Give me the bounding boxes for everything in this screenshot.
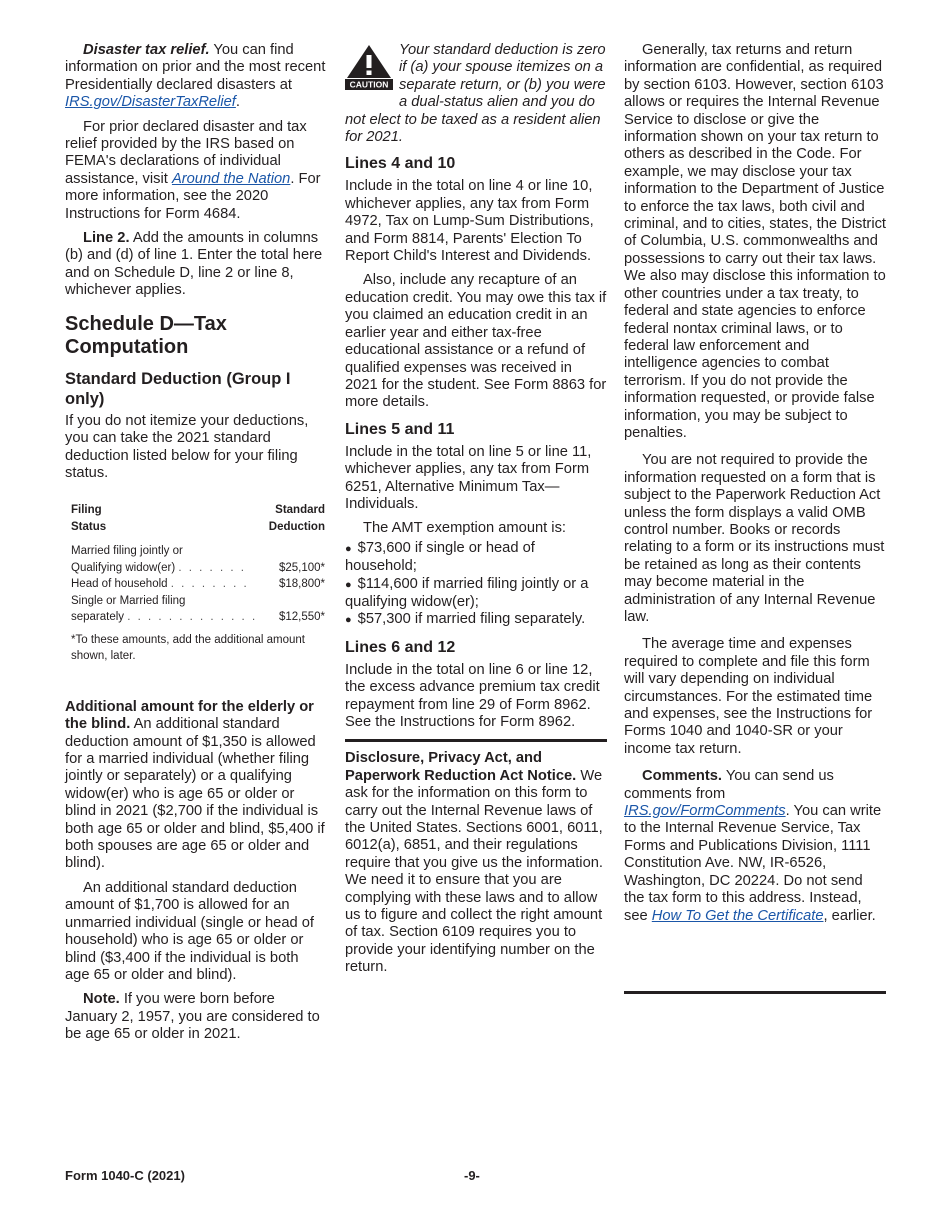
column-middle: [345, 42, 607, 984]
line2-title: Line 2.: [83, 230, 130, 247]
table-footnote: *To these amounts, add the additional amount shown, later.: [71, 633, 305, 663]
confidentiality-paragraph: Generally, tax returns and return information are confidential, as required by section 6103. However, section 6103 allows or requires the Internal Revenue Service to disclose or give the information shown on your tax return to others as described in the Code. For example, we may disclose your tax information to the Department of Justice to enforce the tax laws, both civil and criminal, and to cities, states, the District of Columbia, U.S. commonwealths and possessions to carry out their tax laws. We also may disclose this information to other countries under a tax treaty, to federal and state agencies to enforce federal nontax criminal laws, or to federal law enforcement and intelligence agencies to combat terrorism. If you do not provide the information requested, or provide false information, you may be subject to penalties.: [624, 42, 887, 441]
list-item: ● $73,600 if single or head of household;: [345, 539, 535, 575]
around-the-nation-link[interactable]: Around the Nation: [171, 170, 291, 187]
note-paragraph: Note. If you were born before January 2, 1957, you are considered to be age 65 or older in 2021.: [65, 991, 320, 1043]
standard-deduction-header: Standard Deduction: [268, 504, 325, 533]
note-title: Note.: [83, 991, 120, 1008]
privacy-paragraph: Disclosure, Privacy Act, and Paperwork Reduction Act Notice. We ask for the information on this form to carry out the Internal Revenue laws of the United States. Sections 6001, 6011, 6012(a), 6851, and their regulations require that you give us the information. We need it to ensure that you are complying with these laws and to allow us to figure and collect the right amount of tax. Section 6109 requires you to provide your identifying number on the return.: [345, 750, 603, 976]
list-item: ● $114,600 if married filing jointly or a qualifying widow(er);: [345, 575, 589, 610]
privacy-title: Disclosure, Privacy Act, and Paperwork Reduction Act Notice.: [345, 750, 577, 784]
svg-text:CAUTION: CAUTION: [349, 79, 389, 90]
form-name-footer: Form 1040-C (2021): [65, 1168, 185, 1183]
schedule-d-heading: Schedule D—Tax Computation: [65, 312, 227, 358]
lines-5-11-text: Include in the total on line 5 or line 11, whichever applies, any tax from Form 6251, Alternative Minimum Tax—Individuals.: [345, 443, 592, 512]
amt-bullet-list: [345, 540, 607, 630]
list-item: ● $57,300 if married filing separately.: [345, 611, 586, 628]
elderly-paragraph: Additional amount for the elderly or the blind. An additional standard deduction amount of $1,350 is allowed for a married individual (whether filing jointly or separately) or a qualifying widow(er) who is age 65 or older or blind in 2021 ($2,700 if the individual is both age 65 or older and blind, $5,400 if both spouses are age 65 or older and blind).: [65, 698, 325, 872]
section-divider: [345, 739, 607, 742]
standard-deduction-heading: Standard Deduction (Group I only): [65, 369, 291, 408]
form-comments-link[interactable]: IRS.gov/FormComments: [624, 803, 786, 820]
table-row: Head of household . . . . . . . . $18,800*: [71, 578, 325, 591]
table-row: Married filing jointly or Qualifying widow(er) . . . . . . . $25,100*: [71, 545, 325, 574]
column-left: [65, 42, 327, 1051]
paperwork-paragraph: You are not required to provide the information requested on a form that is subject to the Paperwork Reduction Act unless the form displays a valid OMB control number. Books or records relating to a form or its instructions must be retained as long as their contents may become material in the administration of any Internal Revenue law.: [624, 452, 885, 625]
caution-note: [345, 42, 607, 146]
standard-deduction-text: If you do not itemize your deductions, you can take the 2021 standard deduction listed below for your filing status.: [65, 412, 309, 481]
column-right: [624, 42, 886, 932]
time-expenses-paragraph: The average time and expenses required to complete and file this form will vary depending on individual circumstances. For the estimated time and expenses, see the Instructions for Forms 1040 and 1040-SR or your income tax return.: [624, 636, 873, 757]
disaster-relief-title: Disaster tax relief.: [83, 42, 210, 58]
unmarried-paragraph: An additional standard deduction amount of $1,700 is allowed for an unmarried individual (single or head of household) who is age 65 or older or blind ($3,400 if the individual is both age 65 or older and blind).: [65, 879, 315, 983]
filing-status-header: Filing Status: [71, 504, 107, 533]
end-rule: [624, 991, 886, 994]
lines-4-10-heading: Lines 4 and 10: [345, 155, 456, 173]
table-row: Single or Married filing separately . . . . . . . . . . . . . $12,550*: [71, 594, 325, 624]
lines-5-11-heading: Lines 5 and 11: [345, 420, 455, 438]
standard-deduction-table: [71, 502, 325, 626]
lines-6-12-text: Include in the total on line 6 or line 12, the excess advance premium tax credit repayment from line 29 of Form 8962. See the Instructions for Form 8962.: [345, 661, 600, 730]
recapture-paragraph: Also, include any recapture of an education credit. You may owe this tax if you claimed an education credit in an earlier year and either tax-free educational assistance or a refund of qualified expenses was received in 2021 for the student. See Form 8863 for more details.: [345, 272, 607, 411]
caution-icon: [345, 44, 393, 95]
comments-title: Comments.: [642, 768, 722, 785]
page-number: -9-: [464, 1168, 480, 1183]
disaster-relief-link[interactable]: IRS.gov/DisasterTaxRelief: [65, 94, 236, 111]
certificate-link[interactable]: How To Get the Certificate: [651, 907, 824, 924]
elderly-title: Additional amount for the elderly or the blind.: [65, 698, 314, 733]
amt-intro: The AMT exemption amount is:: [363, 520, 566, 537]
disaster-relief-paragraph: Disaster tax relief. You can find information on prior and the most recent Presidentially declared disasters at IRS.gov/DisasterTaxRelief.: [65, 42, 326, 111]
fema-paragraph: For prior declared disaster and tax relief provided by the IRS based on FEMA's declarations of individual assistance, visit Around the Nation. For more information, see the 2020 Instructions for Form 4684.: [65, 118, 321, 222]
comments-paragraph: Comments. You can send us comments from IRS.gov/FormComments. You can write to the Internal Revenue Service, Tax Forms and Publications Division, 1111 Constitution Ave. NW, IR-6526, Washington, DC 20224. Do not send the tax form to this address. Instead, see How To Get the Certificate, earlier.: [624, 768, 882, 924]
lines-6-12-heading: Lines 6 and 12: [345, 638, 456, 656]
caution-text: Your standard deduction is zero if (a) your spouse itemizes on a separate return, or (b) you were a dual-status alien and you do not elect to be taxed as a resident alien for 2021.: [345, 42, 606, 146]
line2-paragraph: Line 2. Add the amounts in columns (b) and (d) of line 1. Enter the total here and on Schedule D, line 2 or line 8, whichever applies.: [65, 230, 323, 299]
lines-4-10-text: Include in the total on line 4 or line 10, whichever applies, any tax from Form 4972, Tax on Lump-Sum Distributions, and Form 8814, Parents' Election To Report Child's Interest and Dividends.: [345, 178, 594, 265]
